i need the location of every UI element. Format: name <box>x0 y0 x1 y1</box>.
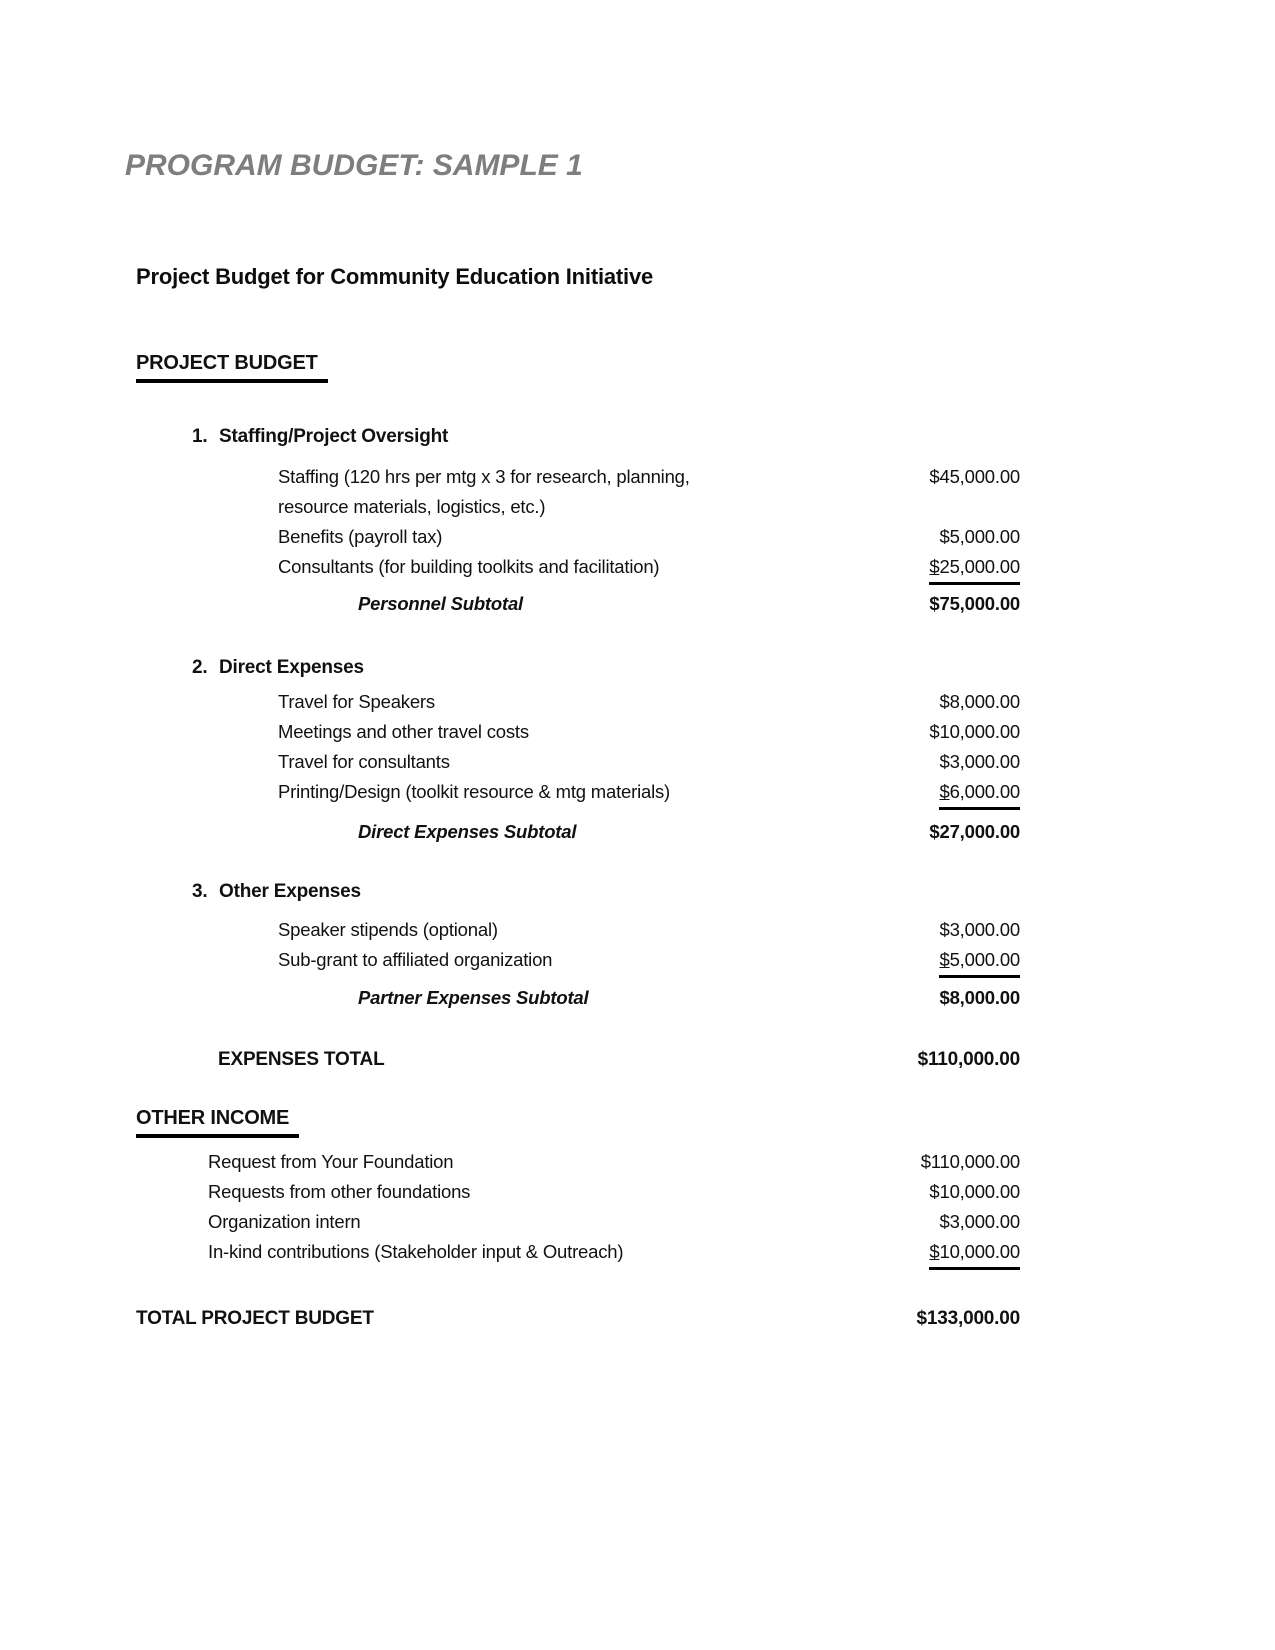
section-2-number: 2. <box>192 657 208 678</box>
item-label: Travel for Speakers <box>278 691 435 712</box>
item-label: Consultants (for building toolkits and facilitation) <box>278 556 660 577</box>
subtotal-label: Direct Expenses Subtotal <box>358 821 577 842</box>
budget-item-row <box>136 687 1020 717</box>
budget-item-row <box>136 747 1020 777</box>
program-sample-title: PROGRAM BUDGET: SAMPLE 1 <box>125 149 583 182</box>
item-amount: $10,000.00 <box>929 721 1020 742</box>
expenses-total-row <box>136 1045 1020 1075</box>
income-item-row <box>136 1237 1020 1270</box>
subtotal-amount: $75,000.00 <box>929 593 1020 614</box>
item-label: Sub-grant to affiliated organization <box>278 949 553 970</box>
income-item-label: In-kind contributions (Stakeholder input & Outreach) <box>208 1241 624 1262</box>
budget-item-row <box>136 945 1020 978</box>
item-amount: $5,000.00 <box>939 526 1020 547</box>
item-label-line-1: Staffing (120 hrs per mtg x 3 for research, planning, <box>278 466 690 487</box>
section-3-items <box>136 915 1020 978</box>
item-amount-underlined: $6,000.00 <box>939 777 1020 810</box>
item-label: Travel for consultants <box>278 751 450 772</box>
item-amount: $8,000.00 <box>939 691 1020 712</box>
section-2-items <box>136 687 1020 810</box>
expenses-total-label: EXPENSES TOTAL <box>218 1049 385 1070</box>
item-amount: $45,000.00 <box>929 466 1020 487</box>
item-amount: $3,000.00 <box>939 751 1020 772</box>
total-project-budget-amount: $133,000.00 <box>916 1308 1020 1329</box>
budget-item-row <box>136 915 1020 945</box>
income-item-label: Request from Your Foundation <box>208 1151 454 1172</box>
document-title: Project Budget for Community Education Initiative <box>136 264 654 289</box>
expenses-total-amount: $110,000.00 <box>917 1049 1020 1070</box>
section-1-heading <box>136 425 1020 449</box>
item-label <box>136 462 690 522</box>
budget-item-row <box>136 717 1020 747</box>
item-label: Printing/Design (toolkit resource & mtg materials) <box>278 781 671 802</box>
budget-item-row <box>136 777 1020 810</box>
income-item-label: Requests from other foundations <box>208 1181 471 1202</box>
income-item-row <box>136 1207 1020 1237</box>
budget-item-row <box>136 522 1020 552</box>
section-3-number: 3. <box>192 881 208 902</box>
project-budget-heading-wrap <box>136 351 1020 383</box>
subtotal-amount: $27,000.00 <box>929 821 1020 842</box>
income-item-amount: $3,000.00 <box>939 1211 1020 1232</box>
total-project-budget-row <box>136 1304 1020 1334</box>
section-3-title: Other Expenses <box>219 881 361 902</box>
subtotal-row <box>136 817 1020 847</box>
item-label: Meetings and other travel costs <box>278 721 529 742</box>
subtotal-row <box>136 983 1020 1013</box>
section-1-title: Staffing/Project Oversight <box>219 426 449 447</box>
income-item-row <box>136 1147 1020 1177</box>
other-income-items <box>136 1147 1020 1270</box>
item-label: Benefits (payroll tax) <box>278 526 443 547</box>
project-budget-heading: PROJECT BUDGET <box>136 351 328 383</box>
budget-item-row <box>136 552 1020 585</box>
total-project-budget-label: TOTAL PROJECT BUDGET <box>136 1308 374 1329</box>
section-1-items <box>136 462 1020 585</box>
income-item-label: Organization intern <box>208 1211 361 1232</box>
budget-item-row <box>136 462 1020 522</box>
item-label: Speaker stipends (optional) <box>278 919 498 940</box>
income-item-amount: $10,000.00 <box>929 1181 1020 1202</box>
income-item-row <box>136 1177 1020 1207</box>
section-2-title: Direct Expenses <box>219 657 364 678</box>
section-2-heading <box>136 656 1020 680</box>
income-item-amount-underlined: $10,000.00 <box>929 1237 1020 1270</box>
subtotal-label: Personnel Subtotal <box>358 593 523 614</box>
item-amount-underlined: $5,000.00 <box>939 945 1020 978</box>
subtotal-amount: $8,000.00 <box>939 987 1020 1008</box>
other-income-heading: OTHER INCOME <box>136 1106 299 1138</box>
section-3-heading <box>136 880 1020 904</box>
item-amount-underlined: $25,000.00 <box>929 552 1020 585</box>
other-income-heading-wrap <box>136 1106 1020 1138</box>
income-item-amount: $110,000.00 <box>920 1151 1020 1172</box>
item-label-line-2: resource materials, logistics, etc.) <box>278 496 546 517</box>
section-1-number: 1. <box>192 426 208 447</box>
subtotal-row <box>136 589 1020 619</box>
subtotal-label: Partner Expenses Subtotal <box>358 987 589 1008</box>
item-amount: $3,000.00 <box>939 919 1020 940</box>
